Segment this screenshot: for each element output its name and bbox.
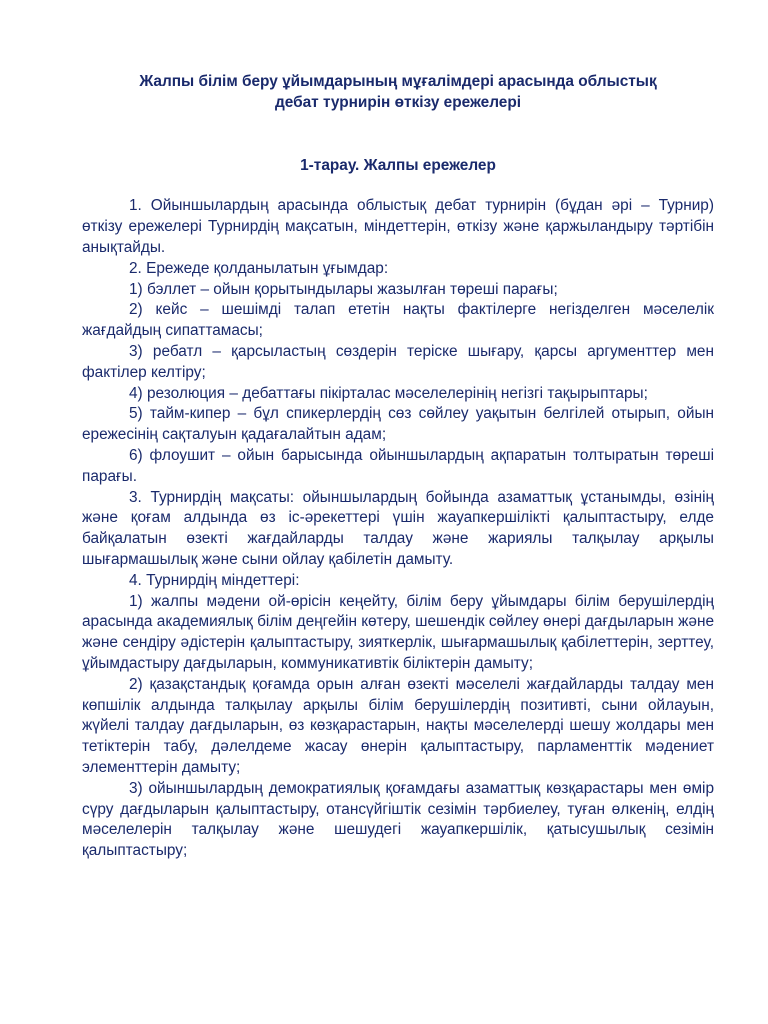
paragraph: 5) тайм-кипер – бұл спикерлердің сөз сөйлеу уақытын белгілей отырып, ойын ережесінің сақталуын қадағалайтын адам; xyxy=(82,405,714,444)
paragraph: 4. Турнирдің міндеттері: xyxy=(129,571,300,589)
paragraph: 3) ребатл – қарсыластың сөздерін теріске шығару, қарсы аргументтер мен фактілер келтіру; xyxy=(82,342,714,381)
title-line-1: Жалпы білім беру ұйымдарының мұғалімдері арасында облыстық xyxy=(139,73,657,90)
paragraph: 1) жалпы мәдени ой-өрісін кеңейту, білім беру ұйымдары білім берушілердің арасында академиялық білім деңгейін көтеру, шешендік сөйлеу өнері дағдыларын және және сендіру әдістерін қалыптастыру, зияткерлік, шығармашылық қабілеттерін, зерттеу, ұйымдастыру дағдыларын, коммуникативтік біліктерін дамыту; xyxy=(82,592,714,672)
paragraph: 6) флоушит – ойын барысында ойыншылардың ақпаратын толтыратын төреші парағы. xyxy=(82,446,714,485)
paragraph: 4) резолюция – дебаттағы пікірталас мәселелерінің негізгі тақырыптары; xyxy=(129,384,648,402)
paragraph: 1) бэллет – ойын қорытындылары жазылған төреші парағы; xyxy=(129,280,558,298)
paragraph: 3. Турнирдің мақсаты: ойыншылардың бойында азаматтық ұстанымды, өзінің және қоғам алдында өз іс-әрекеттері үшін жауапкершілікті қалыптастыру, елде байқалатын өзекті жағдайларды талдау және жариялы талқылау арқылы шығармашылық және сыни ойлау қабілетін дамыту. xyxy=(82,488,714,568)
document-title xyxy=(82,72,714,114)
paragraph: 3) ойыншылардың демократиялық қоғамдағы азаматтық көзқарастары мен өмір сүру дағдыларын қалыптастыру, отансүйгіштік сезімін тәрбиелеу, туған өлкенің, елдің мәселелерін талқылау және шешудегі жауапкершілік, қатысушылық сезімін қалыптастыру; xyxy=(82,779,714,860)
document-body xyxy=(82,196,714,862)
paragraph: 1. Ойыншылардың арасында облыстық дебат турнирін (бұдан әрі – Турнир) өткізу ережелері Турнирдің мақсатын, міндеттерін, өткізу және қаржыландыру тәртібін анықтайды. xyxy=(82,197,714,256)
paragraph: 2) қазақстандық қоғамда орын алған өзекті мәселелі жағдайларды талдау мен көпшілік алдында талқылау арқылы білім берушілердің позитивті, сыни ойлауын, жүйелі талдау дағдыларын, өз көзқарастарын, нақты мәселелерді шешу жолдары мен тетіктерін табу, дәлелдеме жасау өнерін қалыптастыру, парламенттік мәдениет элементтерін дамыту; xyxy=(82,675,714,776)
chapter-heading: 1-тарау. Жалпы ережелер xyxy=(300,156,496,174)
paragraph: 2. Ережеде қолданылатын ұғымдар: xyxy=(129,259,389,277)
paragraph: 2) кейс – шешімді талап ететін нақты фактілерге негізделген мәселелік жағдайдың сипаттамасы; xyxy=(82,301,714,340)
document-page xyxy=(82,72,714,862)
title-line-2: дебат турнирін өткізу ережелері xyxy=(274,93,522,111)
